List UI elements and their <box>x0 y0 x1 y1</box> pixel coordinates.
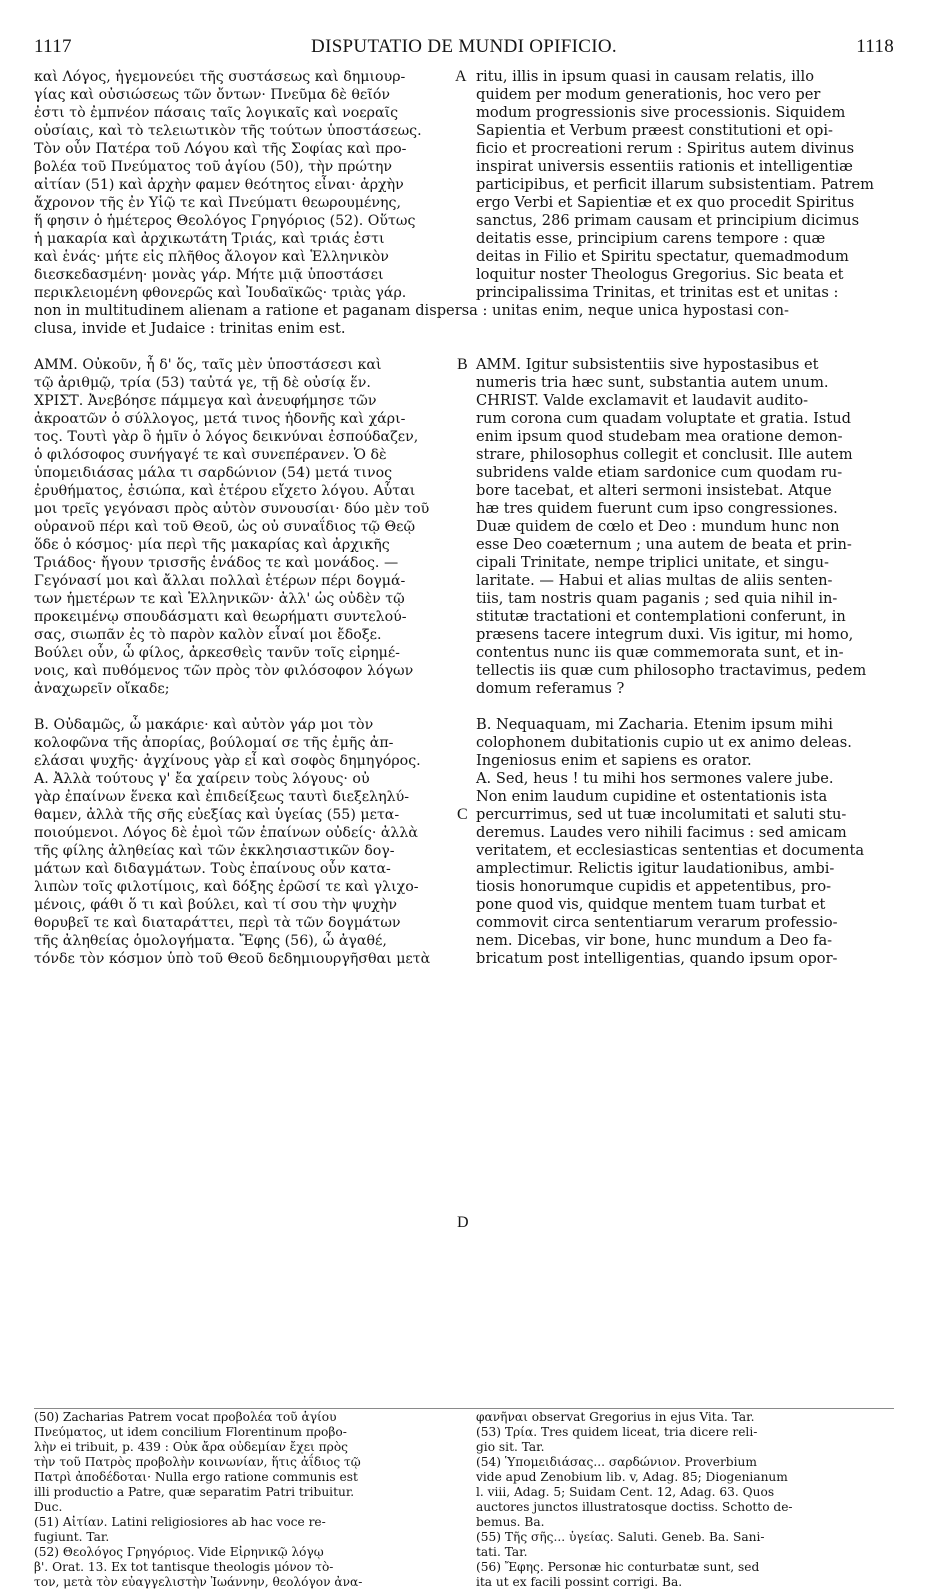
latin-text-line: quidem per modum generationis, hoc vero per <box>476 86 821 103</box>
greek-text-line: ἄχρονον τῆς ἐν Υἱῷ τε καὶ Πνεύματι θεωρουμένης, <box>34 195 401 211</box>
greek-text-line: μοι τρεῖς γεγόνασι πρὸς αὐτὸν συνουσίαι· δύο μὲν τοῦ <box>34 501 430 517</box>
latin-text-line: tiis, tam nostris quam paganis ; sed quia nihil in- <box>476 590 838 607</box>
latin-text-line: veritatem, et ecclesiasticas sententias et documenta <box>476 842 865 859</box>
latin-text-line: hæ tres quidem fuerunt cum ipso congressiones. <box>476 500 838 517</box>
latin-text-line: subridens valde etiam sardonice cum quodam ru- <box>476 464 843 481</box>
greek-text-line: τῷ ἀριθμῷ, τρία (53) ταὐτά γε, τῇ δὲ οὐσίᾳ ἕν. <box>34 375 371 391</box>
greek-text-line: οὐσίαις, καὶ τὸ τελειωτικὸν τῆς τούτων ὑποστάσεως. <box>34 123 422 139</box>
latin-text-line: deitas in Filio et Spiritu spectatur, quemadmodum <box>476 248 849 265</box>
greek-text-line: ἀναχωρεῖν οἴκαδε; <box>34 681 170 697</box>
greek-text-line: θαμεν, ἀλλὰ τῆς σῆς εὐεξίας καὶ ὑγείας (55) μετα- <box>34 807 400 823</box>
latin-text-line: B. Nequaquam, mi Zacharia. Etenim ipsum mihi <box>476 716 833 733</box>
footnote-line: Duc. <box>34 1500 63 1514</box>
latin-text-line: laritate. — Habui et alias multas de aliis senten- <box>476 572 833 589</box>
latin-text-line: AMM. Igitur subsistentiis sive hypostasibus et <box>476 356 819 373</box>
greek-text-line: καὶ ἑνάς· μήτε εἰς πλῆθος ἄλογον καὶ Ἑλληνικὸν <box>34 249 389 265</box>
footnote-line: (51) Αἰτίαν. Latini religiosiores ab hac voce re- <box>34 1515 326 1529</box>
footnote-line: gio sit. Tar. <box>476 1440 545 1454</box>
greek-text-line: Τὸν οὖν Πατέρα τοῦ Λόγου καὶ τῆς Σοφίας καὶ προ- <box>34 141 407 157</box>
footnote-line: (54) Ὑπομειδιάσας... σαρδώνιον. Proverbium <box>476 1455 757 1469</box>
footnote-line: l. viii, Adag. 5; Suidam Cent. 12, Adag. 63. Quos <box>476 1485 775 1499</box>
greek-text-line: βολέα τοῦ Πνεύματος τοῦ ἁγίου (50), τὴν πρώτην <box>34 159 392 175</box>
footnote-line: illi productio a Patre, quæ separatim Patri tribuitur. <box>34 1485 355 1499</box>
greek-text-line: ποιούμενοι. Λόγος δὲ ἐμοὶ τῶν ἐπαίνων οὐδείς· ἀλλὰ <box>34 825 418 841</box>
running-header <box>34 36 894 60</box>
greek-text-line: ἐρυθήματος, ἐσιώπα, καὶ ἑτέρου εἴχετο λόγου. Αὗται <box>34 483 416 499</box>
latin-text-line: præsens tacere integrum duxi. Vis igitur, mi homo, <box>476 626 854 643</box>
latin-text-line: CHRIST. Valde exclamavit et laudavit audito- <box>476 392 809 409</box>
footnote-line: tati. Tar. <box>476 1545 528 1559</box>
latin-text-line: esse Deo coæternum ; una autem de beata et prin- <box>476 536 852 553</box>
latin-text-line: deitatis esse, principium carens tempore : quæ <box>476 230 826 247</box>
latin-text-line: principalissima Trinitas, et trinitas est et unitas : <box>476 284 839 301</box>
footnote-line: λὴν ei tribuit, p. 439 : Οὐκ ἄρα οὐδεμίαν ἔχει πρὸς <box>34 1440 349 1454</box>
greek-text-line: ελάσαι ψυχῆς· ἀγχίνους γὰρ εἶ καὶ σοφὸς δημηγόρος. <box>34 753 421 769</box>
latin-text-line: participibus, et perficit illarum subsistentiam. Patrem <box>476 176 874 193</box>
latin-text-line: Ingeniosus enim et sapiens es orator. <box>476 752 752 769</box>
greek-text-line: σας, σιωπᾶν ἐς τὸ παρὸν καλὸν εἶναί μοι ἔδοξε. <box>34 627 382 643</box>
latin-text-line: Non enim laudum cupidine et ostentationis ista <box>476 788 828 805</box>
latin-text-line: contentus nunc iis quæ commemorata sunt, et in- <box>476 644 844 661</box>
greek-text-line: τῆς φίλης ἀληθείας καὶ τῶν ἐκκλησιαστικῶν δογ- <box>34 843 395 859</box>
full-text-line: clusa, invide et Judaice : trinitas enim est. <box>34 320 346 337</box>
greek-text-line: Βούλει οὖν, ὦ φίλος, ἀρκεσθεὶς τανῦν τοῖς εἰρημέ- <box>34 645 400 661</box>
latin-text-line: colophonem dubitationis cupio ut ex animo deleas. <box>476 734 852 751</box>
greek-text-line: ἀκροατῶν ὁ σύλλογος, μετά τινος ἡδονῆς καὶ χάρι- <box>34 411 406 427</box>
latin-text-line: ficio et procreationi rerum : Spiritus autem divinus <box>476 140 855 157</box>
latin-text-line: Duæ quidem de cœlo et Deo : mundum hunc non <box>476 518 840 535</box>
greek-text-line: καὶ Λόγος, ἡγεμονεύει τῆς συστάσεως καὶ δημιουρ- <box>34 69 406 85</box>
footnote-line: (56) Ἔφης. Personæ hic conturbatæ sunt, sed <box>476 1560 760 1574</box>
greek-text-line: μένοις, φάθι ὅ τι καὶ βούλει, καὶ τί σου τὴν ψυχὴν <box>34 897 397 913</box>
greek-text-line: περικλειομένη φθονερῶς καὶ Ἰουδαϊκῶς· τριὰς γάρ. <box>34 285 407 301</box>
latin-text-line: ritu, illis in ipsum quasi in causam relatis, illo <box>476 68 815 85</box>
page-number-left: 1117 <box>34 36 72 57</box>
greek-text-line: Τριάδος· ἤγουν τρισσῆς ἑνάδος τε καὶ μονάδος. — <box>34 555 399 571</box>
latin-text-line: numeris tria hæc sunt, substantia autem unum. <box>476 374 829 391</box>
greek-text-line: ὅδε ὁ κόσμος· μία περὶ τῆς μακαρίας καὶ ἀρχικῆς <box>34 537 390 553</box>
footnote-line: vide apud Zenobium lib. v, Adag. 85; Diogenianum <box>476 1470 788 1484</box>
latin-text-line: rum corona cum quadam voluptate et gratia. Istud <box>476 410 851 427</box>
greek-text-line: τος. Τουτὶ γὰρ ὃ ἡμῖν ὁ λόγος δεικνύναι ἐσπούδαζεν, <box>34 429 419 445</box>
latin-text-line: deremus. Laudes vero nihili facimus : sed amicam <box>476 824 847 841</box>
footnote-line: ita ut ex facili possint corrigi. Ba. <box>476 1575 683 1589</box>
footnote-line: Πατρὶ ἀποδέδοται· Nulla ergo ratione communis est <box>34 1470 358 1484</box>
margin-marker-a: A <box>455 68 467 85</box>
latin-text-line: tiosis honorumque cupidis et appetentibus, pro- <box>476 878 832 895</box>
greek-text-line: γίας καὶ οὐσιώσεως τῶν ὄντων· Πνεῦμα δὲ θεῖόν <box>34 87 390 103</box>
footnote-line: (53) Τρία. Tres quidem liceat, tria dicere reli- <box>476 1425 758 1439</box>
latin-text-line: inspirat universis essentiis rationis et intelligentiæ <box>476 158 853 175</box>
greek-text-line: θορυβεῖ τε καὶ διαταράττει, περὶ τὰ τῶν δογμάτων <box>34 915 401 931</box>
footnote-line: τὴν τοῦ Πατρὸς προβολὴν κοινωνίαν, ἥτις ἀΐδιος τῷ <box>34 1455 361 1469</box>
greek-text-line: ἡ μακαρία καὶ ἀρχικωτάτη Τριάς, καὶ τριάς ἐστι <box>34 231 385 247</box>
latin-text-line: bricatum post intelligentias, quando ipsum opor- <box>476 950 838 967</box>
footnote-line: β'. Orat. 13. Ex tot tantisque theologis μόνον τὸ- <box>34 1560 334 1574</box>
greek-text-line: των ἡμετέρων τε καὶ Ἑλληνικῶν· ἀλλ' ὡς οὐδὲν τῷ <box>34 591 405 607</box>
greek-text-line: αἰτίαν (51) καὶ ἀρχὴν φαμεν θεότητος εἶναι· ἀρχὴν <box>34 177 404 193</box>
greek-text-line: ἥ φησιν ὁ ἡμέτερος Θεολόγος Γρηγόριος (52). Οὕτως <box>34 213 416 229</box>
footnote-line: (52) Θεολόγος Γρηγόριος. Vide Εἰρηνικῷ λόγῳ <box>34 1545 324 1559</box>
latin-text-line: sanctus, 286 primam causam et principium dicimus <box>476 212 860 229</box>
greek-text-line: οὐρανοῦ πέρι καὶ τοῦ Θεοῦ, ὡς οὐ συναΐδιος τῷ Θεῷ <box>34 519 416 535</box>
latin-text-line: tellectis iis quæ cum philosopho tractavimus, pedem <box>476 662 867 679</box>
greek-text-line: νοις, καὶ πυθόμενος τῶν πρὸς τὸν φιλόσοφον λόγων <box>34 663 414 679</box>
greek-text-line: ΧΡΙΣΤ. Ἀνεβόησε πάμμεγα καὶ ἀνευφήμησε τῶν <box>34 393 377 409</box>
latin-text-line: nem. Dicebas, vir bone, hunc mundum a Deo fa- <box>476 932 833 949</box>
footnote-line: (55) Τῆς σῆς... ὑγείας. Saluti. Geneb. Ba. Sani- <box>476 1530 765 1544</box>
latin-text-line: A. Sed, heus ! tu mihi hos sermones valere jube. <box>476 770 834 787</box>
greek-text-line: Α. Ἀλλὰ τούτους γ' ἔα χαίρειν τοὺς λόγους· οὐ <box>34 771 370 787</box>
latin-text-line: enim ipsum quod studebam mea oratione demon- <box>476 428 843 445</box>
latin-text-line: modum progressionis sive processionis. Siquidem <box>476 104 846 121</box>
greek-text-line: λιπὼν τοῖς φιλοτίμοις, καὶ δόξης ἐρῶσί τε καὶ γλιχο- <box>34 879 419 895</box>
page-number-right: 1118 <box>856 36 894 57</box>
footnote-line: τον, μετὰ τὸν εὐαγγελιστὴν Ἰωάννην, θεολόγον ἀνα- <box>34 1575 363 1589</box>
margin-marker-c: C <box>457 806 468 823</box>
footnote-line: fugiunt. Tar. <box>34 1530 110 1544</box>
greek-text-line: γὰρ ἐπαίνων ἕνεκα καὶ ἐπιδείξεως ταυτὶ διεξεληλύ- <box>34 789 410 805</box>
latin-text-line: bore tacebat, et alteri sermoni insistebat. Atque <box>476 482 832 499</box>
latin-text-line: cipali Trinitate, nempe triplici unitate, et singu- <box>476 554 829 571</box>
latin-text-line: amplectimur. Relictis igitur laudationibus, ambi- <box>476 860 835 877</box>
greek-text-line: Γεγόνασί μοι καὶ ἄλλαι πολλαὶ ἑτέρων πέρι δογμά- <box>34 573 406 589</box>
latin-text-line: loquitur noster Theologus Gregorius. Sic beata et <box>476 266 844 283</box>
latin-text-line: ergo Verbi et Sapientiæ et ex quo procedit Spiritus <box>476 194 855 211</box>
greek-text-line: διεσκεδασμένη· μονὰς γάρ. Μήτε μιᾷ ὑποστάσει <box>34 267 384 283</box>
latin-text-line: stitutæ tractationi et contemplationi conferunt, in <box>476 608 846 625</box>
latin-text-line: strare, philosophus collegit et conclusit. Ille autem <box>476 446 853 463</box>
footnote-line: Πνεύματος, ut idem concilium Florentinum προβο- <box>34 1425 347 1439</box>
footnote-line: bemus. Ba. <box>476 1515 545 1529</box>
latin-text-line: Sapientia et Verbum præest constitutioni et opi- <box>476 122 833 139</box>
margin-marker-d: D <box>457 1214 469 1231</box>
greek-text-line: τῆς ἀληθείας ὁμολογήματα. Ἔφης (56), ὦ ἀγαθέ, <box>34 933 387 949</box>
full-text-line: non in multitudinem alienam a ratione et paganam dispersa : unitas enim, neque unica hypostasi con- <box>34 302 789 319</box>
running-title: DISPUTATIO DE MUNDI OPIFICIO. <box>311 36 617 57</box>
greek-text-line: ὑπομειδιάσας μάλα τι σαρδώνιον (54) μετά τινος <box>34 465 393 481</box>
footnote-line: auctores junctos illustratosque doctiss. Schotto de- <box>476 1500 793 1514</box>
greek-text-line: ἐστι τὸ ἐμπνέον πάσαις ταῖς λογικαῖς καὶ νοεραῖς <box>34 105 399 121</box>
greek-text-line: Β. Οὐδαμῶς, ὦ μακάριε· καὶ αὐτὸν γάρ μοι τὸν <box>34 717 374 733</box>
footnote-line: φανῆναι observat Gregorius in ejus Vita. Tar. <box>476 1410 755 1424</box>
margin-marker-b: B <box>457 356 468 373</box>
latin-text-line: pone quod vis, quidque mentem tuam turbat et <box>476 896 826 913</box>
footnote-line: (50) Zacharias Patrem vocat προβολέα τοῦ ἁγίου <box>34 1410 337 1424</box>
latin-text-line: commovit circa sententiarum verarum professio- <box>476 914 838 931</box>
greek-text-line: ΑΜΜ. Οὐκοῦν, ἦ δ' ὅς, ταῖς μὲν ὑποστάσεσι καὶ <box>34 357 382 373</box>
greek-text-line: μάτων καὶ διδαγμάτων. Τοὺς ἐπαίνους οὖν κατα- <box>34 861 391 877</box>
greek-text-line: τόνδε τὸν κόσμον ὑπὸ τοῦ Θεοῦ δεδημιουργῆσθαι μετὰ <box>34 951 431 967</box>
greek-text-line: κολοφῶνα τῆς ἀπορίας, βούλομαί σε τῆς ἐμῆς ἀπ- <box>34 735 394 751</box>
greek-text-line: προκειμένῳ σπουδάσματι καὶ θεωρήματι συντελού- <box>34 609 407 625</box>
latin-text-line: domum referamus ? <box>476 680 625 697</box>
latin-text-line: percurrimus, sed ut tuæ incolumitati et saluti stu- <box>476 806 847 823</box>
greek-text-line: ὁ φιλόσοφος συνήγαγέ τε καὶ συνεπέρανεν. Ὁ δὲ <box>34 447 387 463</box>
footnote-separator <box>34 1408 894 1409</box>
